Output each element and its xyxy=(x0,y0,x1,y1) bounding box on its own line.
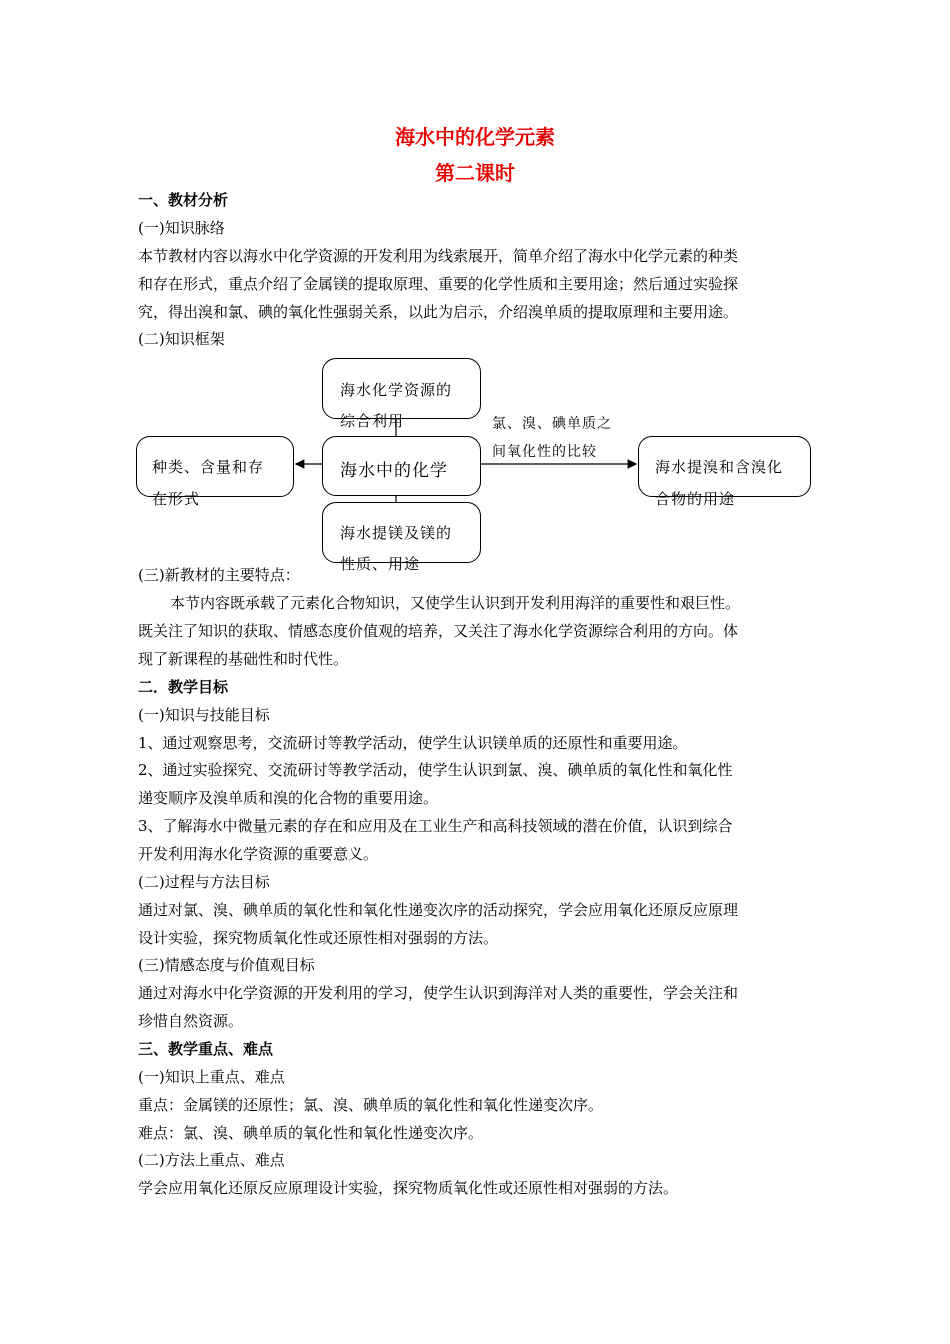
list-item-cont: 开发利用海水化学资源的重要意义。 xyxy=(138,845,379,863)
bottom-box-line: 海水提镁及镁的 xyxy=(340,524,453,542)
subheading: (三)情感态度与价值观目标 xyxy=(138,956,315,974)
paragraph-line: 本节内容既承载了元素化合物知识，又使学生认识到开发利用海洋的重要性和艰巨性。 xyxy=(170,594,741,612)
right-box-line: 合物的用途 xyxy=(655,490,736,508)
paragraph-line: 设计实验，探究物质氧化性或还原性相对强弱的方法。 xyxy=(138,929,499,947)
left-box-line: 种类、含量和存 xyxy=(152,458,265,476)
difficult-point: 难点：氯、溴、碘单质的氧化性和氧化性递变次序。 xyxy=(138,1124,484,1142)
paragraph-line: 珍惜自然资源。 xyxy=(138,1012,244,1030)
list-item: 3、了解海水中微量元素的存在和应用及在工业生产和高科技领域的潜在价值，认识到综合 xyxy=(138,817,733,835)
left-box-line: 在形式 xyxy=(152,490,201,508)
arrow-label-line: 氯、溴、碘单质之 xyxy=(492,416,612,432)
section-heading-2: 二．教学目标 xyxy=(138,678,229,696)
subheading: (二)过程与方法目标 xyxy=(138,873,270,891)
bottom-box-line: 性质、用途 xyxy=(340,555,421,573)
center-box-line: 海水中的化学 xyxy=(340,461,448,481)
subheading: (一)知识上重点、难点 xyxy=(138,1068,285,1086)
list-item-cont: 递变顺序及溴单质和溴的化合物的重要用途。 xyxy=(138,789,439,807)
key-point: 重点：金属镁的还原性；氯、溴、碘单质的氧化性和氧化性递变次序。 xyxy=(138,1096,604,1114)
subheading: (三)新教材的主要特点： xyxy=(138,566,300,584)
document-title: 海水中的化学元素 xyxy=(395,125,555,149)
paragraph-line: 通过对海水中化学资源的开发利用的学习，使学生认识到海洋对人类的重要性，学会关注和 xyxy=(138,984,739,1002)
section-heading-1: 一、教材分析 xyxy=(138,191,229,209)
subheading: (二)方法上重点、难点 xyxy=(138,1151,285,1169)
paragraph-line: 现了新课程的基础性和时代性。 xyxy=(138,650,349,668)
list-item: 1、通过观察思考，交流研讨等教学活动，使学生认识镁单质的还原性和重要用途。 xyxy=(138,734,688,752)
top-box-line: 综合利用 xyxy=(340,412,405,430)
paragraph-line: 既关注了知识的获取、情感态度价值观的培养，又关注了海水化学资源综合利用的方向。体 xyxy=(138,622,739,640)
paragraph-line: 究，得出溴和氯、碘的氧化性强弱关系，以此为启示，介绍溴单质的提取原理和主要用途。 xyxy=(138,303,739,321)
paragraph-line: 本节教材内容以海水中化学资源的开发利用为线索展开，简单介绍了海水中化学元素的种类 xyxy=(138,247,739,265)
arrow-label-line: 间氧化性的比较 xyxy=(492,444,597,460)
section-heading-3: 三、教学重点、难点 xyxy=(138,1040,274,1058)
list-item: 2、通过实验探究、交流研讨等教学活动，使学生认识到氯、溴、碘单质的氧化性和氧化性 xyxy=(138,761,733,779)
paragraph-line: 通过对氯、溴、碘单质的氧化性和氧化性递变次序的活动探究，学会应用氧化还原反应原理 xyxy=(138,901,739,919)
document-subtitle: 第二课时 xyxy=(435,161,515,185)
paragraph-line: 和存在形式，重点介绍了金属镁的提取原理、重要的化学性质和主要用途；然后通过实验探 xyxy=(138,275,739,293)
subheading: (一)知识与技能目标 xyxy=(138,706,270,724)
subheading: (二)知识框架 xyxy=(138,330,225,348)
subheading: (一)知识脉络 xyxy=(138,219,225,237)
top-box-line: 海水化学资源的 xyxy=(340,381,453,399)
method-point: 学会应用氧化还原反应原理设计实验，探究物质氧化性或还原性相对强弱的方法。 xyxy=(138,1179,679,1197)
right-box-line: 海水提溴和含溴化 xyxy=(655,458,784,476)
